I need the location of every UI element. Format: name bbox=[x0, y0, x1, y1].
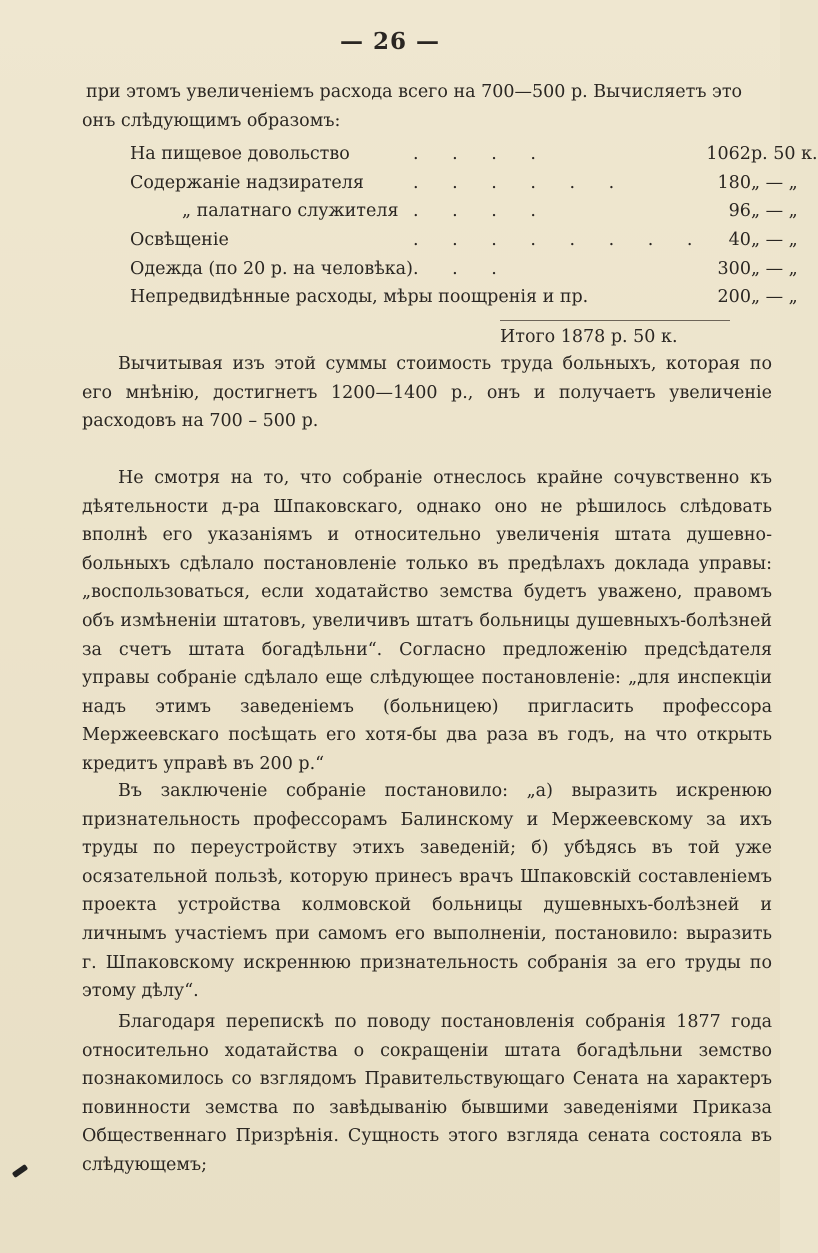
budget-leader: . . . bbox=[412, 258, 511, 279]
budget-currency: „ — „ bbox=[750, 258, 798, 279]
paragraph-2-text: Не смотря на то, что собраніе отнеслось крайне сочувственно къ дѣятельности д-ра Шпаковскаго, однако оно не рѣшилось слѣдовать вполнѣ его указаніямъ и относительно увеличенія штата душевно-больныхъ сдѣлало постановленіе только въ предѣлахъ доклада управы: „воспользоваться, если ходатайство земства будетъ уважено, правомъ объ измѣненіи штатовъ, увеличивъ штатъ больницы душевныхъ-болѣзней за счетъ штата богадѣльни“. Согласно предложенію предсѣдателя управы собраніе сдѣлало еще слѣдующее постановленіе: „для инспекціи надъ этимъ заведеніемъ (больницею) пригласить профессора Мержеевскаго посѣщать его хотя-бы два раза въ годъ, на что открыть кредитъ управѣ въ 200 р.“ bbox=[82, 468, 772, 774]
budget-currency: р. 50 к. bbox=[750, 144, 818, 165]
budget-table bbox=[130, 140, 818, 312]
intro-paragraph bbox=[82, 78, 772, 135]
budget-row bbox=[130, 226, 818, 255]
budget-item: Непредвидѣнные расходы, мѣры поощренія и пр. bbox=[130, 287, 589, 308]
paragraph-3 bbox=[82, 777, 772, 1006]
budget-amount: 1062 bbox=[706, 144, 751, 165]
budget-amount: 200 bbox=[717, 287, 751, 308]
budget-row bbox=[130, 140, 818, 169]
budget-leader: . . . . . . . . bbox=[412, 230, 707, 251]
after-total-paragraph bbox=[82, 350, 772, 436]
budget-leader: . . . . bbox=[412, 144, 550, 165]
budget-amount: 180 bbox=[717, 172, 751, 193]
page-number: — 26 — bbox=[339, 28, 441, 55]
budget-row bbox=[130, 283, 818, 312]
budget-amount: 40 bbox=[728, 230, 751, 251]
budget-item: Содержаніе надзирателя bbox=[130, 172, 364, 193]
budget-leader: . . . . . . bbox=[412, 172, 629, 193]
intro-line-1: при этомъ увеличеніемъ расхода всего на 700—500 р. Вычисляетъ это bbox=[86, 82, 743, 102]
budget-item: Одежда (по 20 р. на человѣка) bbox=[130, 258, 413, 279]
budget-row bbox=[130, 254, 818, 283]
budget-row bbox=[130, 197, 818, 226]
after-total-text: Вычитывая изъ этой суммы стоимость труда больныхъ, которая по его мнѣнію, достигнетъ 1200—1400 р., онъ и получаетъ увеличеніе расходовъ на 700 – 500 р. bbox=[82, 354, 772, 432]
budget-amount: 96 bbox=[728, 201, 751, 222]
paragraph-4 bbox=[82, 1008, 772, 1180]
paragraph-3-text: Въ заключеніе собраніе постановило: „а) выразить искренюю признательность профессорамъ Балинскому и Мержеевскому за ихъ труды по переустройству этихъ заведеній; б) убѣдясь въ той уже осязательной пользѣ, которую принесъ врачъ Шпаковскій составленіемъ проекта устройства колмовской больницы душевныхъ-болѣзней и личнымъ участіемъ при самомъ его выполненіи, постановило: выразить г. Шпаковскому искреннюю признательность собранія за его труды по этому дѣлу“. bbox=[82, 781, 772, 1002]
budget-currency: „ — „ bbox=[750, 287, 798, 308]
budget-item: На пищевое довольство bbox=[130, 144, 350, 165]
budget-item: Освѣщеніе bbox=[130, 230, 229, 251]
ink-mark-icon bbox=[12, 1164, 29, 1178]
budget-item: „ палатнаго служителя bbox=[182, 201, 399, 222]
intro-line-2: онъ слѣдующимъ образомъ: bbox=[82, 110, 341, 131]
budget-currency: „ — „ bbox=[750, 230, 798, 251]
budget-row bbox=[130, 169, 818, 198]
budget-amount: 300 bbox=[717, 258, 751, 279]
budget-currency: „ — „ bbox=[750, 172, 798, 193]
budget-currency: „ — „ bbox=[750, 201, 798, 222]
budget-leader: . . . . bbox=[412, 201, 550, 222]
paragraph-2 bbox=[82, 464, 772, 779]
budget-total: Итого 1878 р. 50 к. bbox=[500, 320, 730, 351]
paragraph-4-text: Благодаря перепискѣ по поводу постановленія собранія 1877 года относительно ходатайства о сокращеніи штата богадѣльни земство познакомилось со взглядомъ Правительствующаго Сената на характеръ повинности земства по завѣдыванію бывшими заведеніями Приказа Общественнаго Призрѣнія. Сущность этого взгляда сената состояла въ слѣдующемъ; bbox=[82, 1012, 772, 1175]
